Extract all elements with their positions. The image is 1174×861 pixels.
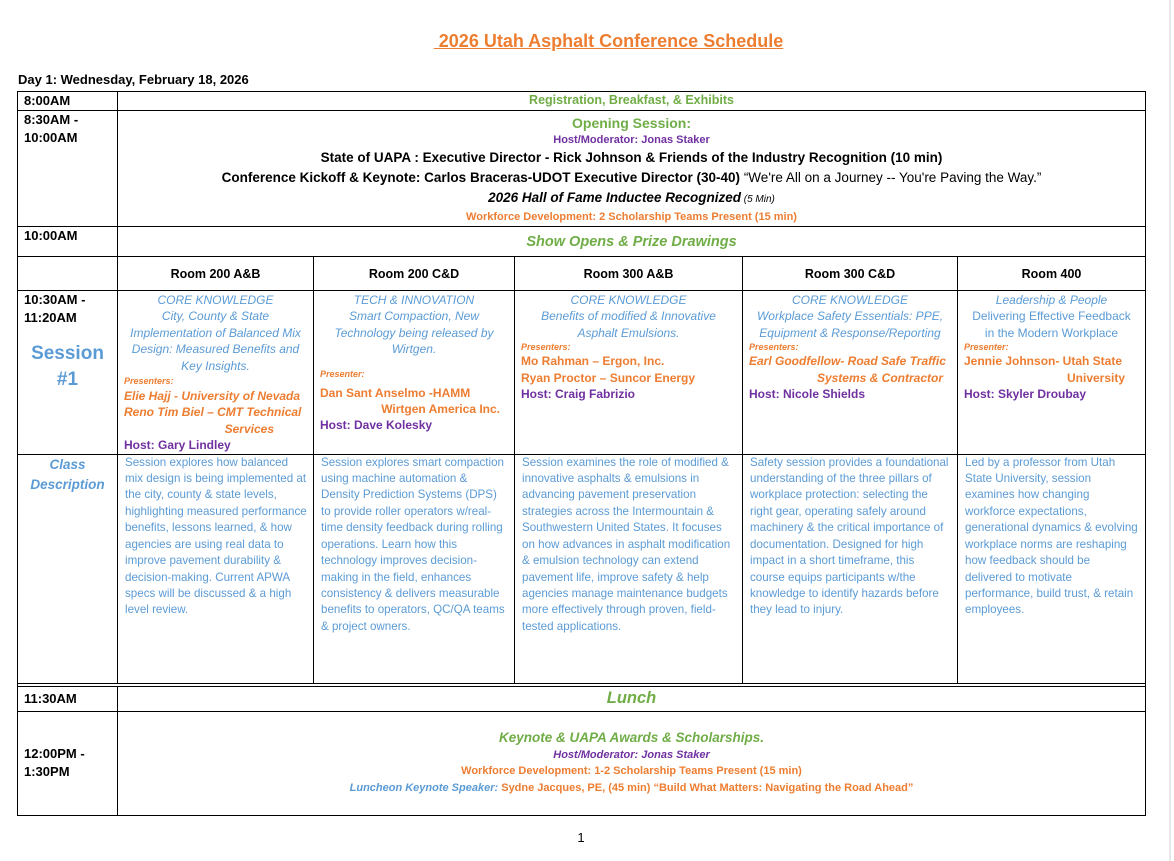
opening-host: Host/Moderator: Jonas Staker <box>553 134 710 146</box>
keynote-host: Host/Moderator: Jonas Staker <box>553 749 710 762</box>
keynote-workforce: Workforce Development: 1-2 Scholarship Teams Present (15 min) <box>461 765 802 778</box>
opening-heading: Opening Session: <box>572 115 692 131</box>
room-header: Room 300 C&D <box>743 257 958 291</box>
session-host: Host: Nicole Shields <box>749 387 866 402</box>
room-header-row <box>18 257 1146 291</box>
room-header: Room 200 C&D <box>314 257 515 291</box>
class-description-label: Class Description <box>18 454 118 683</box>
opening-line-1: State of UAPA : Executive Director - Rick Johnson & Friends of the Industry Recognition (10 min) <box>320 150 943 165</box>
session-host: Host: Dave Kolesky <box>320 418 433 433</box>
time-cell: 10:00AM <box>18 227 118 257</box>
session-room-200cd <box>314 291 515 455</box>
page-edge <box>1169 0 1171 861</box>
presenters-label: Presenters: <box>749 342 799 353</box>
presenters-label: Presenters: <box>124 376 174 387</box>
session-room-400 <box>958 291 1146 455</box>
show-opens-text: Show Opens & Prize Drawings <box>118 227 1146 257</box>
room-header: Room 200 A&B <box>118 257 314 291</box>
opening-session-row <box>18 111 1146 227</box>
class-description: Session explores how balanced mix design is being implemented at the city, county & state levels, highlighting measured performance benefits, lessons learned, & how agencies are using real data to improve pavement durability & decision-making. Current APWA specs will be discussed & a high level review. <box>118 454 314 683</box>
presenters: Earl Goodfellow- Road Safe Traffic Systems & Contractor <box>749 354 946 385</box>
presenters: Jennie Johnson- Utah State University <box>964 354 1126 385</box>
time-cell: 8:30AM - 10:00AM <box>18 111 118 227</box>
keynote-row <box>18 711 1146 815</box>
day-heading: Day 1: Wednesday, February 18, 2026 <box>18 72 249 87</box>
time-cell: 11:30AM <box>18 686 118 711</box>
session-1-time-cell: 10:30AM - 11:20AM Session #1 <box>18 291 118 455</box>
registration-row <box>18 92 1146 111</box>
keynote-heading: Keynote & UAPA Awards & Scholarships. <box>498 730 765 746</box>
opening-session-details <box>118 111 1146 227</box>
track-label: Leadership & People <box>995 293 1108 307</box>
lunch-row <box>18 686 1146 711</box>
class-description-row <box>18 454 1146 683</box>
session-topic: Benefits of modified & Innovative Asphalt Emulsions. <box>541 309 716 340</box>
session-host: Host: Craig Fabrizio <box>521 387 636 402</box>
session-topic: City, County & State Implementation of Balanced Mix Design: Measured Benefits and Key Insights. <box>130 309 301 373</box>
track-label: TECH & INNOVATION <box>353 293 475 307</box>
opening-line-2: Conference Kickoff & Keynote: Carlos Braceras-UDOT Executive Director (30-40) “We're All on a Journey -- You're Paving the Way.” <box>221 170 1042 185</box>
class-description: Led by a professor from Utah State University, session examines how changing workforce expectations, generational dynamics & evolving workplace norms are reshaping how feedback should be delivered to motivate performance, build trust, & retain employees. <box>958 454 1146 683</box>
room-header: Room 400 <box>958 257 1146 291</box>
keynote-details <box>118 711 1146 815</box>
lunch-text: Lunch <box>118 686 1146 711</box>
session-host: Host: Gary Lindley <box>124 438 231 453</box>
session-topic: Workplace Safety Essentials: PPE, Equipment & Response/Reporting <box>756 309 944 340</box>
presenters: Mo Rahman – Ergon, Inc. Ryan Proctor – Suncor Energy <box>521 354 696 385</box>
track-label: CORE KNOWLEDGE <box>791 293 908 307</box>
time-cell: 12:00PM - 1:30PM <box>18 711 118 815</box>
show-opens-row <box>18 227 1146 257</box>
session-1-row <box>18 291 1146 455</box>
time-cell: 8:00AM <box>18 92 118 111</box>
presenters: Elie Hajj - University of Nevada Reno Tim Biel – CMT Technical Services <box>124 389 302 436</box>
opening-line-3: 2026 Hall of Fame Inductee Recognized (5 Min) <box>488 190 775 205</box>
page-title: 2026 Utah Asphalt Conference Schedule <box>433 31 784 51</box>
session-host: Host: Skyler Droubay <box>964 387 1087 402</box>
session-topic: Smart Compaction, New Technology being released by Wirtgen. <box>334 309 494 357</box>
registration-text: Registration, Breakfast, & Exhibits <box>118 92 1146 111</box>
session-topic: Delivering Effective Feedback in the Modern Workplace <box>972 309 1131 340</box>
presenters: Dan Sant Anselmo -HAMM Wirtgen America Inc. <box>320 385 500 417</box>
session-room-200ab <box>118 291 314 455</box>
room-header: Room 300 A&B <box>515 257 743 291</box>
track-label: CORE KNOWLEDGE <box>570 293 687 307</box>
track-label: CORE KNOWLEDGE <box>157 293 274 307</box>
session-room-300cd <box>743 291 958 455</box>
opening-workforce: Workforce Development: 2 Scholarship Teams Present (15 min) <box>466 211 797 223</box>
empty-cell <box>18 257 118 291</box>
class-description: Session explores smart compaction using machine automation & Density Prediction Systems (DPS) to provide roller operators w/real-time density feedback during rolling operations. Learn how this technology improves decision-making in the field, enhances consistency & delivers measurable benefits to operators, QC/QA teams & project owners. <box>314 454 515 683</box>
keynote-speaker: Luncheon Keynote Speaker: Sydne Jacques, PE, (45 min) “Build What Matters: Navigating the Road Ahead” <box>349 782 914 795</box>
schedule-table <box>17 91 1146 816</box>
presenters-label: Presenters: <box>521 342 571 353</box>
page-number: 1 <box>577 830 585 845</box>
presenters-label: Presenter: <box>320 368 365 379</box>
session-room-300ab <box>515 291 743 455</box>
presenters-label: Presenter: <box>964 342 1009 353</box>
class-description: Safety session provides a foundational understanding of the three pillars of workplace protection: selecting the right gear, operating safely around machinery & the critical importance of documentation. Designed for high impact in a short timeframe, this course equips participants w/the knowledge to identify hazards before they lead to injury. <box>743 454 958 683</box>
session-label: Session #1 <box>31 343 104 390</box>
class-description: Session examines the role of modified & innovative asphalts & emulsions in advancing pavement preservation strategies across the Intermountain & Southwestern United States. It focuses on how advances in asphalt modification & emulsion technology can extend pavement life, improve safety & help agencies manage maintenance budgets more effectively through proven, field-tested applications. <box>515 454 743 683</box>
